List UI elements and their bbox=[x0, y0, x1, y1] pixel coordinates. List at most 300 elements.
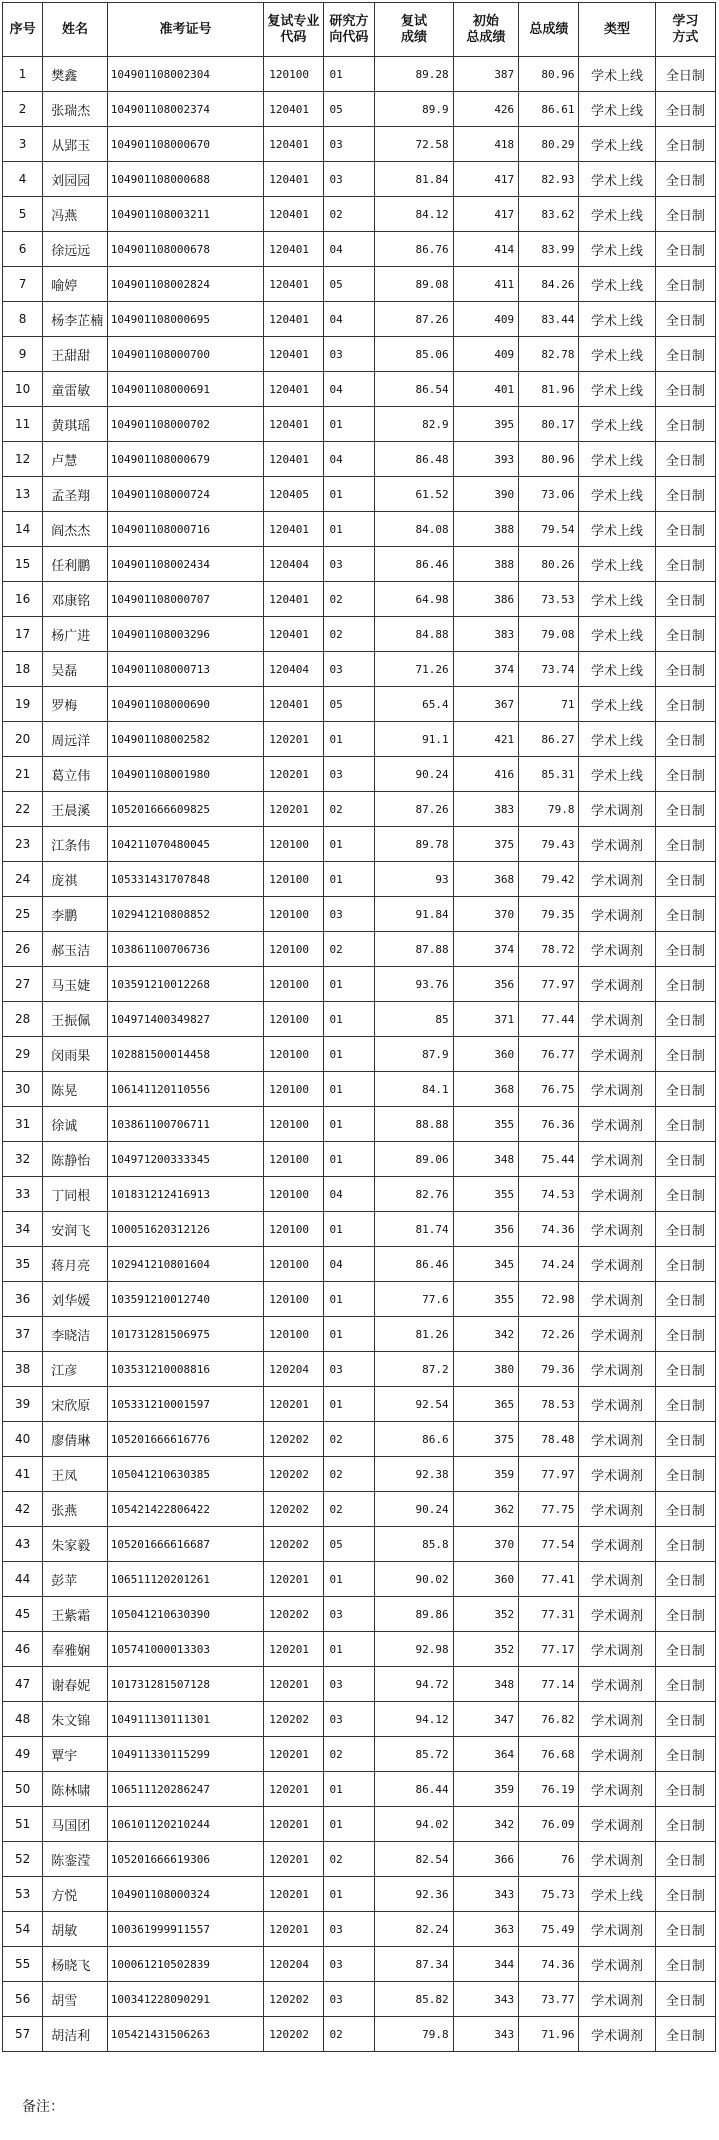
table-row bbox=[3, 862, 716, 897]
cell-initial-total: 348 bbox=[453, 1142, 519, 1177]
cell-major-code: 120202 bbox=[264, 1457, 323, 1492]
cell-type: 学术上线 bbox=[579, 722, 655, 757]
cell-direction-code: 03 bbox=[323, 1982, 375, 2017]
cell-ticket-number: 104901108000324 bbox=[107, 1877, 264, 1912]
cell-major-code: 120202 bbox=[264, 1597, 323, 1632]
cell-seq: 30 bbox=[3, 1072, 43, 1107]
cell-retest-score: 79.8 bbox=[375, 2017, 453, 2052]
cell-study-mode: 全日制 bbox=[655, 1072, 715, 1107]
cell-study-mode: 全日制 bbox=[655, 932, 715, 967]
cell-seq: 4 bbox=[3, 162, 43, 197]
cell-ticket-number: 104901108000700 bbox=[107, 337, 264, 372]
cell-study-mode: 全日制 bbox=[655, 1597, 715, 1632]
table-row bbox=[3, 722, 716, 757]
cell-seq: 40 bbox=[3, 1422, 43, 1457]
cell-initial-total: 411 bbox=[453, 267, 519, 302]
cell-seq: 51 bbox=[3, 1807, 43, 1842]
cell-retest-score: 82.24 bbox=[375, 1912, 453, 1947]
table-row bbox=[3, 162, 716, 197]
table-row bbox=[3, 1492, 716, 1527]
cell-retest-score: 84.1 bbox=[375, 1072, 453, 1107]
cell-ticket-number: 104911130111301 bbox=[107, 1702, 264, 1737]
cell-initial-total: 363 bbox=[453, 1912, 519, 1947]
cell-name: 吴磊 bbox=[43, 652, 108, 687]
cell-name: 徐远远 bbox=[43, 232, 108, 267]
table-row bbox=[3, 1282, 716, 1317]
cell-type: 学术调剂 bbox=[579, 1282, 655, 1317]
cell-study-mode: 全日制 bbox=[655, 617, 715, 652]
table-row bbox=[3, 1212, 716, 1247]
cell-total-score: 73.77 bbox=[519, 1982, 579, 2017]
cell-seq: 26 bbox=[3, 932, 43, 967]
cell-major-code: 120201 bbox=[264, 1842, 323, 1877]
cell-major-code: 120100 bbox=[264, 862, 323, 897]
cell-type: 学术调剂 bbox=[579, 792, 655, 827]
cell-name: 孟圣翔 bbox=[43, 477, 108, 512]
cell-direction-code: 05 bbox=[323, 1527, 375, 1562]
cell-seq: 48 bbox=[3, 1702, 43, 1737]
cell-total-score: 71.96 bbox=[519, 2017, 579, 2052]
cell-total-score: 79.54 bbox=[519, 512, 579, 547]
cell-initial-total: 352 bbox=[453, 1597, 519, 1632]
cell-type: 学术上线 bbox=[579, 582, 655, 617]
cell-retest-score: 88.88 bbox=[375, 1107, 453, 1142]
cell-retest-score: 86.48 bbox=[375, 442, 453, 477]
cell-name: 李鹏 bbox=[43, 897, 108, 932]
cell-retest-score: 87.88 bbox=[375, 932, 453, 967]
cell-retest-score: 85.72 bbox=[375, 1737, 453, 1772]
cell-major-code: 120100 bbox=[264, 57, 323, 92]
cell-ticket-number: 105421431506263 bbox=[107, 2017, 264, 2052]
cell-ticket-number: 103861100706711 bbox=[107, 1107, 264, 1142]
cell-name: 陈林啸 bbox=[43, 1772, 108, 1807]
cell-name: 王紫霜 bbox=[43, 1597, 108, 1632]
cell-direction-code: 02 bbox=[323, 1422, 375, 1457]
cell-study-mode: 全日制 bbox=[655, 442, 715, 477]
cell-initial-total: 355 bbox=[453, 1282, 519, 1317]
cell-initial-total: 380 bbox=[453, 1352, 519, 1387]
cell-major-code: 120100 bbox=[264, 967, 323, 1002]
table-row bbox=[3, 932, 716, 967]
cell-name: 王甜甜 bbox=[43, 337, 108, 372]
cell-study-mode: 全日制 bbox=[655, 1247, 715, 1282]
cell-direction-code: 03 bbox=[323, 1667, 375, 1702]
cell-direction-code: 05 bbox=[323, 92, 375, 127]
cell-retest-score: 85 bbox=[375, 1002, 453, 1037]
cell-total-score: 76.36 bbox=[519, 1107, 579, 1142]
cell-direction-code: 04 bbox=[323, 1177, 375, 1212]
cell-major-code: 120401 bbox=[264, 197, 323, 232]
cell-total-score: 77.97 bbox=[519, 1457, 579, 1492]
cell-initial-total: 355 bbox=[453, 1177, 519, 1212]
cell-name: 冯燕 bbox=[43, 197, 108, 232]
cell-type: 学术调剂 bbox=[579, 1317, 655, 1352]
cell-retest-score: 77.6 bbox=[375, 1282, 453, 1317]
cell-type: 学术调剂 bbox=[579, 1842, 655, 1877]
cell-total-score: 86.27 bbox=[519, 722, 579, 757]
cell-major-code: 120401 bbox=[264, 372, 323, 407]
cell-direction-code: 03 bbox=[323, 127, 375, 162]
cell-seq: 18 bbox=[3, 652, 43, 687]
cell-seq: 3 bbox=[3, 127, 43, 162]
cell-seq: 32 bbox=[3, 1142, 43, 1177]
cell-total-score: 77.31 bbox=[519, 1597, 579, 1632]
cell-seq: 7 bbox=[3, 267, 43, 302]
cell-direction-code: 04 bbox=[323, 372, 375, 407]
cell-type: 学术调剂 bbox=[579, 1632, 655, 1667]
cell-seq: 56 bbox=[3, 1982, 43, 2017]
cell-name: 闵雨果 bbox=[43, 1037, 108, 1072]
cell-major-code: 120202 bbox=[264, 1527, 323, 1562]
cell-total-score: 77.17 bbox=[519, 1632, 579, 1667]
cell-type: 学术调剂 bbox=[579, 1002, 655, 1037]
cell-major-code: 120201 bbox=[264, 1562, 323, 1597]
table-row bbox=[3, 1317, 716, 1352]
cell-direction-code: 02 bbox=[323, 582, 375, 617]
cell-study-mode: 全日制 bbox=[655, 1107, 715, 1142]
cell-study-mode: 全日制 bbox=[655, 197, 715, 232]
header-retest-score-line1: 复试 bbox=[400, 13, 427, 29]
cell-total-score: 86.61 bbox=[519, 92, 579, 127]
cell-study-mode: 全日制 bbox=[655, 1002, 715, 1037]
cell-type: 学术调剂 bbox=[579, 1562, 655, 1597]
table-row bbox=[3, 1072, 716, 1107]
cell-ticket-number: 104901108000691 bbox=[107, 372, 264, 407]
table-row bbox=[3, 1807, 716, 1842]
cell-initial-total: 387 bbox=[453, 57, 519, 92]
cell-major-code: 120201 bbox=[264, 1807, 323, 1842]
cell-direction-code: 03 bbox=[323, 337, 375, 372]
header-initial-total-line2: 总成绩 bbox=[466, 29, 506, 45]
cell-name: 杨晓飞 bbox=[43, 1947, 108, 1982]
cell-direction-code: 01 bbox=[323, 1562, 375, 1597]
table-row bbox=[3, 652, 716, 687]
cell-name: 庞祺 bbox=[43, 862, 108, 897]
cell-direction-code: 01 bbox=[323, 1632, 375, 1667]
cell-name: 李晓洁 bbox=[43, 1317, 108, 1352]
cell-ticket-number: 104211070480045 bbox=[107, 827, 264, 862]
cell-type: 学术调剂 bbox=[579, 1212, 655, 1247]
cell-major-code: 120100 bbox=[264, 1142, 323, 1177]
cell-total-score: 74.24 bbox=[519, 1247, 579, 1282]
cell-study-mode: 全日制 bbox=[655, 1422, 715, 1457]
cell-seq: 19 bbox=[3, 687, 43, 722]
cell-major-code: 120100 bbox=[264, 827, 323, 862]
cell-retest-score: 87.2 bbox=[375, 1352, 453, 1387]
cell-name: 蒋月亮 bbox=[43, 1247, 108, 1282]
cell-study-mode: 全日制 bbox=[655, 1177, 715, 1212]
cell-major-code: 120100 bbox=[264, 1002, 323, 1037]
cell-name: 刘园园 bbox=[43, 162, 108, 197]
cell-ticket-number: 101731281507128 bbox=[107, 1667, 264, 1702]
cell-seq: 5 bbox=[3, 197, 43, 232]
cell-total-score: 75.73 bbox=[519, 1877, 579, 1912]
cell-seq: 17 bbox=[3, 617, 43, 652]
cell-retest-score: 81.84 bbox=[375, 162, 453, 197]
cell-ticket-number: 104901108000702 bbox=[107, 407, 264, 442]
cell-name: 卢慧 bbox=[43, 442, 108, 477]
cell-seq: 27 bbox=[3, 967, 43, 1002]
cell-total-score: 74.36 bbox=[519, 1947, 579, 1982]
table-row bbox=[3, 757, 716, 792]
cell-seq: 10 bbox=[3, 372, 43, 407]
cell-name: 王凤 bbox=[43, 1457, 108, 1492]
cell-name: 廖倩琳 bbox=[43, 1422, 108, 1457]
cell-seq: 13 bbox=[3, 477, 43, 512]
cell-total-score: 74.53 bbox=[519, 1177, 579, 1212]
cell-study-mode: 全日制 bbox=[655, 267, 715, 302]
cell-direction-code: 05 bbox=[323, 687, 375, 722]
cell-retest-score: 89.06 bbox=[375, 1142, 453, 1177]
cell-total-score: 76.09 bbox=[519, 1807, 579, 1842]
cell-retest-score: 91.1 bbox=[375, 722, 453, 757]
cell-direction-code: 03 bbox=[323, 652, 375, 687]
cell-initial-total: 355 bbox=[453, 1107, 519, 1142]
cell-name: 葛立伟 bbox=[43, 757, 108, 792]
cell-ticket-number: 106511120286247 bbox=[107, 1772, 264, 1807]
cell-type: 学术调剂 bbox=[579, 1912, 655, 1947]
table-row bbox=[3, 687, 716, 722]
cell-ticket-number: 105331210001597 bbox=[107, 1387, 264, 1422]
cell-name: 宋欣原 bbox=[43, 1387, 108, 1422]
cell-retest-score: 61.52 bbox=[375, 477, 453, 512]
cell-total-score: 82.93 bbox=[519, 162, 579, 197]
cell-major-code: 120201 bbox=[264, 722, 323, 757]
cell-ticket-number: 104901108000695 bbox=[107, 302, 264, 337]
table-row bbox=[3, 442, 716, 477]
cell-direction-code: 02 bbox=[323, 932, 375, 967]
header-name: 姓名 bbox=[43, 3, 108, 57]
cell-major-code: 120202 bbox=[264, 1702, 323, 1737]
cell-seq: 33 bbox=[3, 1177, 43, 1212]
cell-type: 学术调剂 bbox=[579, 1527, 655, 1562]
cell-initial-total: 342 bbox=[453, 1317, 519, 1352]
cell-retest-score: 94.12 bbox=[375, 1702, 453, 1737]
cell-study-mode: 全日制 bbox=[655, 967, 715, 1002]
cell-total-score: 76.77 bbox=[519, 1037, 579, 1072]
cell-retest-score: 89.28 bbox=[375, 57, 453, 92]
cell-name: 杨李芷楠 bbox=[43, 302, 108, 337]
cell-direction-code: 04 bbox=[323, 1247, 375, 1282]
cell-ticket-number: 102941210801604 bbox=[107, 1247, 264, 1282]
cell-study-mode: 全日制 bbox=[655, 1772, 715, 1807]
cell-direction-code: 01 bbox=[323, 1877, 375, 1912]
table-row bbox=[3, 1457, 716, 1492]
cell-type: 学术上线 bbox=[579, 477, 655, 512]
cell-name: 胡敏 bbox=[43, 1912, 108, 1947]
cell-total-score: 85.31 bbox=[519, 757, 579, 792]
cell-direction-code: 03 bbox=[323, 162, 375, 197]
table-row bbox=[3, 407, 716, 442]
cell-direction-code: 03 bbox=[323, 897, 375, 932]
cell-type: 学术调剂 bbox=[579, 1772, 655, 1807]
cell-study-mode: 全日制 bbox=[655, 2017, 715, 2052]
cell-major-code: 120201 bbox=[264, 1387, 323, 1422]
cell-major-code: 120401 bbox=[264, 232, 323, 267]
table-row bbox=[3, 512, 716, 547]
cell-initial-total: 409 bbox=[453, 302, 519, 337]
cell-total-score: 83.62 bbox=[519, 197, 579, 232]
cell-total-score: 78.72 bbox=[519, 932, 579, 967]
cell-type: 学术上线 bbox=[579, 442, 655, 477]
cell-seq: 52 bbox=[3, 1842, 43, 1877]
cell-ticket-number: 104901108000678 bbox=[107, 232, 264, 267]
cell-seq: 54 bbox=[3, 1912, 43, 1947]
cell-ticket-number: 105201666616776 bbox=[107, 1422, 264, 1457]
cell-type: 学术上线 bbox=[579, 162, 655, 197]
cell-initial-total: 368 bbox=[453, 1072, 519, 1107]
cell-major-code: 120201 bbox=[264, 1912, 323, 1947]
cell-initial-total: 416 bbox=[453, 757, 519, 792]
cell-direction-code: 01 bbox=[323, 862, 375, 897]
table-row bbox=[3, 1247, 716, 1282]
cell-ticket-number: 104901108000688 bbox=[107, 162, 264, 197]
cell-ticket-number: 104901108000679 bbox=[107, 442, 264, 477]
cell-retest-score: 92.98 bbox=[375, 1632, 453, 1667]
cell-total-score: 84.26 bbox=[519, 267, 579, 302]
cell-seq: 46 bbox=[3, 1632, 43, 1667]
cell-study-mode: 全日制 bbox=[655, 582, 715, 617]
cell-retest-score: 93 bbox=[375, 862, 453, 897]
cell-seq: 36 bbox=[3, 1282, 43, 1317]
cell-seq: 14 bbox=[3, 512, 43, 547]
cell-retest-score: 86.54 bbox=[375, 372, 453, 407]
cell-initial-total: 417 bbox=[453, 197, 519, 232]
cell-type: 学术调剂 bbox=[579, 1107, 655, 1142]
table-row bbox=[3, 1632, 716, 1667]
cell-study-mode: 全日制 bbox=[655, 1037, 715, 1072]
cell-ticket-number: 100361999911557 bbox=[107, 1912, 264, 1947]
cell-ticket-number: 105741000013303 bbox=[107, 1632, 264, 1667]
cell-ticket-number: 100051620312126 bbox=[107, 1212, 264, 1247]
cell-initial-total: 393 bbox=[453, 442, 519, 477]
cell-direction-code: 01 bbox=[323, 722, 375, 757]
cell-ticket-number: 105041210630390 bbox=[107, 1597, 264, 1632]
cell-ticket-number: 106511120201261 bbox=[107, 1562, 264, 1597]
cell-type: 学术上线 bbox=[579, 372, 655, 407]
cell-total-score: 77.44 bbox=[519, 1002, 579, 1037]
table-row bbox=[3, 1702, 716, 1737]
cell-total-score: 77.54 bbox=[519, 1527, 579, 1562]
cell-ticket-number: 105041210630385 bbox=[107, 1457, 264, 1492]
cell-type: 学术调剂 bbox=[579, 932, 655, 967]
remarks-label: 备注： bbox=[22, 2099, 64, 2115]
cell-name: 谢春妮 bbox=[43, 1667, 108, 1702]
header-study-mode bbox=[655, 3, 715, 57]
cell-name: 方悦 bbox=[43, 1877, 108, 1912]
cell-total-score: 77.41 bbox=[519, 1562, 579, 1597]
cell-study-mode: 全日制 bbox=[655, 162, 715, 197]
cell-direction-code: 01 bbox=[323, 1807, 375, 1842]
cell-ticket-number: 103861100706736 bbox=[107, 932, 264, 967]
cell-major-code: 120202 bbox=[264, 1982, 323, 2017]
table-row bbox=[3, 547, 716, 582]
cell-major-code: 120405 bbox=[264, 477, 323, 512]
cell-retest-score: 90.02 bbox=[375, 1562, 453, 1597]
cell-study-mode: 全日制 bbox=[655, 302, 715, 337]
cell-name: 罗梅 bbox=[43, 687, 108, 722]
cell-type: 学术调剂 bbox=[579, 1982, 655, 2017]
header-retest-score bbox=[375, 3, 453, 57]
cell-major-code: 120201 bbox=[264, 1877, 323, 1912]
cell-total-score: 83.99 bbox=[519, 232, 579, 267]
cell-direction-code: 02 bbox=[323, 1842, 375, 1877]
table-row bbox=[3, 1912, 716, 1947]
cell-major-code: 120404 bbox=[264, 547, 323, 582]
cell-retest-score: 90.24 bbox=[375, 1492, 453, 1527]
cell-major-code: 120202 bbox=[264, 2017, 323, 2052]
cell-study-mode: 全日制 bbox=[655, 547, 715, 582]
cell-initial-total: 362 bbox=[453, 1492, 519, 1527]
cell-total-score: 76.68 bbox=[519, 1737, 579, 1772]
cell-retest-score: 72.58 bbox=[375, 127, 453, 162]
cell-ticket-number: 105201666616687 bbox=[107, 1527, 264, 1562]
cell-initial-total: 386 bbox=[453, 582, 519, 617]
cell-study-mode: 全日制 bbox=[655, 1387, 715, 1422]
cell-retest-score: 92.36 bbox=[375, 1877, 453, 1912]
cell-seq: 38 bbox=[3, 1352, 43, 1387]
cell-name: 奉雅娴 bbox=[43, 1632, 108, 1667]
cell-study-mode: 全日制 bbox=[655, 477, 715, 512]
cell-total-score: 80.96 bbox=[519, 57, 579, 92]
cell-ticket-number: 104901108002374 bbox=[107, 92, 264, 127]
cell-initial-total: 343 bbox=[453, 1877, 519, 1912]
cell-direction-code: 04 bbox=[323, 232, 375, 267]
cell-study-mode: 全日制 bbox=[655, 1807, 715, 1842]
cell-retest-score: 92.54 bbox=[375, 1387, 453, 1422]
header-major-code-line1: 复试专业 bbox=[267, 13, 320, 29]
cell-name: 张瑞杰 bbox=[43, 92, 108, 127]
cell-retest-score: 94.72 bbox=[375, 1667, 453, 1702]
cell-name: 喻婷 bbox=[43, 267, 108, 302]
cell-initial-total: 374 bbox=[453, 652, 519, 687]
cell-retest-score: 82.54 bbox=[375, 1842, 453, 1877]
cell-major-code: 120401 bbox=[264, 92, 323, 127]
cell-initial-total: 356 bbox=[453, 1212, 519, 1247]
cell-initial-total: 401 bbox=[453, 372, 519, 407]
cell-ticket-number: 102881500014458 bbox=[107, 1037, 264, 1072]
cell-major-code: 120401 bbox=[264, 512, 323, 547]
cell-major-code: 120401 bbox=[264, 407, 323, 442]
cell-total-score: 79.8 bbox=[519, 792, 579, 827]
cell-direction-code: 01 bbox=[323, 1282, 375, 1317]
table-row bbox=[3, 967, 716, 1002]
cell-name: 从郢玉 bbox=[43, 127, 108, 162]
table-row bbox=[3, 1037, 716, 1072]
cell-seq: 2 bbox=[3, 92, 43, 127]
cell-direction-code: 03 bbox=[323, 1352, 375, 1387]
cell-study-mode: 全日制 bbox=[655, 372, 715, 407]
cell-ticket-number: 104901108000716 bbox=[107, 512, 264, 547]
cell-initial-total: 426 bbox=[453, 92, 519, 127]
cell-type: 学术上线 bbox=[579, 57, 655, 92]
table-row bbox=[3, 1947, 716, 1982]
cell-total-score: 71 bbox=[519, 687, 579, 722]
table-row bbox=[3, 1527, 716, 1562]
cell-total-score: 80.96 bbox=[519, 442, 579, 477]
cell-seq: 24 bbox=[3, 862, 43, 897]
cell-name: 江条伟 bbox=[43, 827, 108, 862]
cell-type: 学术上线 bbox=[579, 512, 655, 547]
cell-ticket-number: 105201666609825 bbox=[107, 792, 264, 827]
cell-initial-total: 364 bbox=[453, 1737, 519, 1772]
cell-direction-code: 03 bbox=[323, 1597, 375, 1632]
cell-initial-total: 367 bbox=[453, 687, 519, 722]
cell-study-mode: 全日制 bbox=[655, 1212, 715, 1247]
cell-initial-total: 344 bbox=[453, 1947, 519, 1982]
cell-study-mode: 全日制 bbox=[655, 1562, 715, 1597]
cell-major-code: 120401 bbox=[264, 617, 323, 652]
